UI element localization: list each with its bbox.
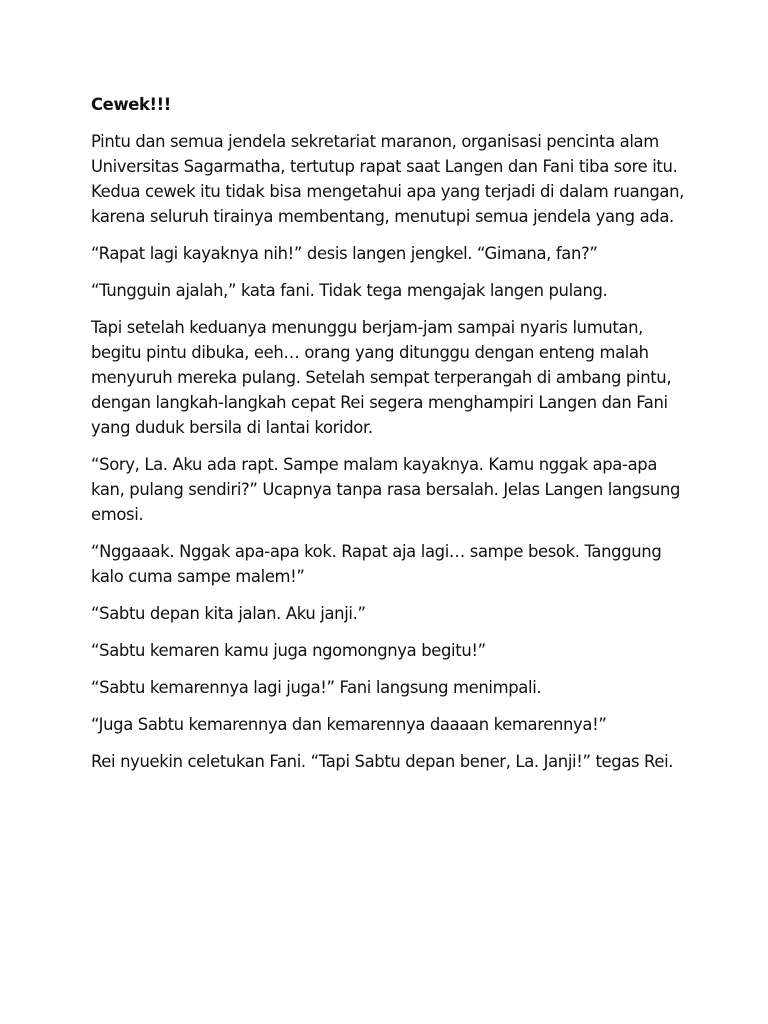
paragraph-4: Tapi setelah keduanya menunggu berjam-jam sampai nyaris lumutan, begitu pintu dibuka, eeh… orang yang ditunggu dengan enteng malah menyuruh mereka pulang. Setelah sempat terperangah di ambang pintu, dengan langkah-langkah cepat Rei segera menghampiri Langen dan Fani yang duduk bersila di lantai koridor. <box>91 318 672 437</box>
document-body <box>91 92 691 786</box>
paragraph-8: “Sabtu kemaren kamu juga ngomongnya begitu!” <box>91 641 486 660</box>
paragraph-2: “Rapat lagi kayaknya nih!” desis langen jengkel. “Gimana, fan?” <box>91 244 598 263</box>
paragraph-5: “Sory, La. Aku ada rapt. Sampe malam kayaknya. Kamu nggak apa-apa kan, pulang sendiri?” Ucapnya tanpa rasa bersalah. Jelas Langen langsung emosi. <box>91 455 681 524</box>
paragraph-11: Rei nyuekin celetukan Fani. “Tapi Sabtu depan bener, La. Janji!” tegas Rei. <box>91 752 674 771</box>
paragraph-6: “Nggaaak. Nggak apa-apa kok. Rapat aja lagi… sampe besok. Tanggung kalo cuma sampe malem!” <box>91 542 662 586</box>
chapter-title: Cewek!!! <box>91 95 171 114</box>
paragraph-10: “Juga Sabtu kemarennya dan kemarennya daaaan kemarennya!” <box>91 715 607 734</box>
paragraph-7: “Sabtu depan kita jalan. Aku janji.” <box>91 604 366 623</box>
paragraph-9: “Sabtu kemarennya lagi juga!” Fani langsung menimpali. <box>91 678 542 697</box>
paragraph-3: “Tungguin ajalah,” kata fani. Tidak tega mengajak langen pulang. <box>91 281 608 300</box>
paragraph-1: Pintu dan semua jendela sekretariat maranon, organisasi pencinta alam Universitas Sagarmatha, tertutup rapat saat Langen dan Fani tiba sore itu. Kedua cewek itu tidak bisa mengetahui apa yang terjadi di dalam ruangan, karena seluruh tirainya membentang, menutupi semua jendela yang ada. <box>91 132 685 226</box>
